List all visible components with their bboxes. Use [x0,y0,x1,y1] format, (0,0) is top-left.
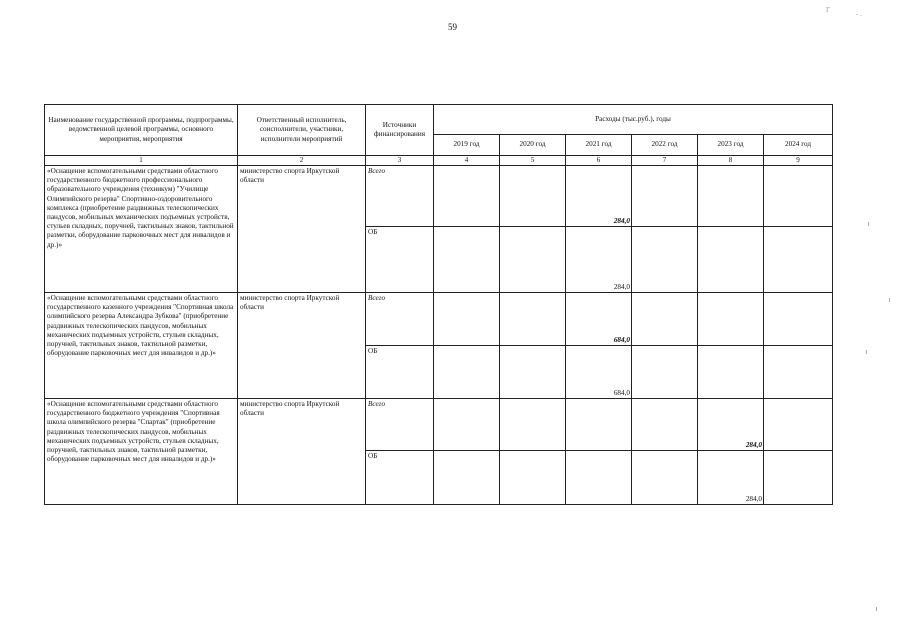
scan-speck [876,607,877,611]
value-total-2021: 284,0 [566,166,632,227]
table-row [45,166,833,227]
value-budget-2023: 284,0 [698,451,764,505]
value-budget-2022 [632,451,698,505]
header-expenses: Расходы (тыс.руб.), годы [434,105,833,135]
column-number: 4 [434,156,500,166]
value-budget-2021: 284,0 [566,227,632,293]
table-row [45,293,833,346]
column-number: 7 [632,156,698,166]
scan-mark: - . [856,10,862,18]
page-number: 59 [448,22,457,32]
column-number: 1 [45,156,238,166]
value-total-2024 [764,399,833,451]
executor-name: министерство спорта Иркутской области [238,293,366,399]
value-total-2024 [764,293,833,346]
value-total-2020 [500,293,566,346]
value-budget-2019 [434,346,500,399]
column-number: 8 [698,156,764,166]
source-budget-label: ОБ [366,227,434,293]
value-total-2023: 284,0 [698,399,764,451]
value-total-2024 [764,166,833,227]
source-budget-label: ОБ [366,346,434,399]
value-total-2020 [500,166,566,227]
value-total-2023 [698,166,764,227]
value-budget-2023 [698,227,764,293]
source-total-label: Всего [366,166,434,227]
column-number: 2 [238,156,366,166]
value-budget-2022 [632,227,698,293]
table-row [45,399,833,451]
scan-speck [868,222,869,226]
header-year: 2019 год [434,135,500,156]
value-budget-2022 [632,346,698,399]
activity-name: «Оснащение вспомогательными средствами областного государственного бюджетного учреждения "Спортивная школа олимпийского резерва "Спартак" (приобретение раздвижных телескопических пандусов, мобильных механических подъемных устройств, стульев складных, поручней, тактильных знаков, тактильной разметки, оборудование парковочных мест для инвалидов и др.)» [45,399,238,505]
header-year: 2021 год [566,135,632,156]
value-total-2019 [434,166,500,227]
value-budget-2024 [764,346,833,399]
header-year: 2024 год [764,135,833,156]
value-total-2019 [434,399,500,451]
scan-speck [889,298,890,302]
activity-name: «Оснащение вспомогательными средствами областного государственного бюджетного профессионального образовательного учреждения (техникум) "Училище Олимпийского резерва" Спортивно-оздоровительного комплекса (приобретение раздвижных телескопических пандусов, мобильных механических подъемных устройств, стульев складных, поручней, тактильных знаков, тактильной разметки, оборудование парковочных мест для инвалидов и др.)» [45,166,238,293]
scan-speck [866,350,867,354]
source-total-label: Всего [366,399,434,451]
value-total-2023 [698,293,764,346]
header-year: 2022 год [632,135,698,156]
source-budget-label: ОБ [366,451,434,505]
column-number: 6 [566,156,632,166]
expenses-table [44,104,833,505]
header-year: 2023 год [698,135,764,156]
column-number: 9 [764,156,833,166]
value-total-2022 [632,399,698,451]
value-budget-2021 [566,451,632,505]
source-total-label: Всего [366,293,434,346]
activity-name: «Оснащение вспомогательными средствами областного государственного казенного учреждения "Спортивная школа олимпийского резерва Александра Зубкова" (приобретение раздвижных телескопических пандусов, мобильных механических подъемных устройств, стульев складных, поручней, тактильных знаков, тактильной разметки, оборудование парковочных мест для инвалидов и др.)» [45,293,238,399]
scan-mark: Γ [826,6,831,14]
column-number: 3 [366,156,434,166]
executor-name: министерство спорта Иркутской области [238,399,366,505]
value-total-2021 [566,399,632,451]
executor-name: министерство спорта Иркутской области [238,166,366,293]
value-budget-2024 [764,451,833,505]
header-year: 2020 год [500,135,566,156]
value-total-2022 [632,166,698,227]
value-total-2021: 684,0 [566,293,632,346]
value-budget-2023 [698,346,764,399]
header-sources: Источники финансирования [366,105,434,156]
value-total-2019 [434,293,500,346]
value-budget-2024 [764,227,833,293]
column-number-row [45,156,833,166]
header-executor: Ответственный исполнитель, соисполнители, участники, исполнители мероприятий [238,105,366,156]
value-total-2022 [632,293,698,346]
header-program-name: Наименование государственной программы, подпрограммы, ведомственной целевой программы, основного мероприятия, мероприятия [45,105,238,156]
value-budget-2019 [434,227,500,293]
value-budget-2020 [500,227,566,293]
value-budget-2020 [500,451,566,505]
value-total-2020 [500,399,566,451]
value-budget-2020 [500,346,566,399]
value-budget-2021: 684,0 [566,346,632,399]
value-budget-2019 [434,451,500,505]
column-number: 5 [500,156,566,166]
